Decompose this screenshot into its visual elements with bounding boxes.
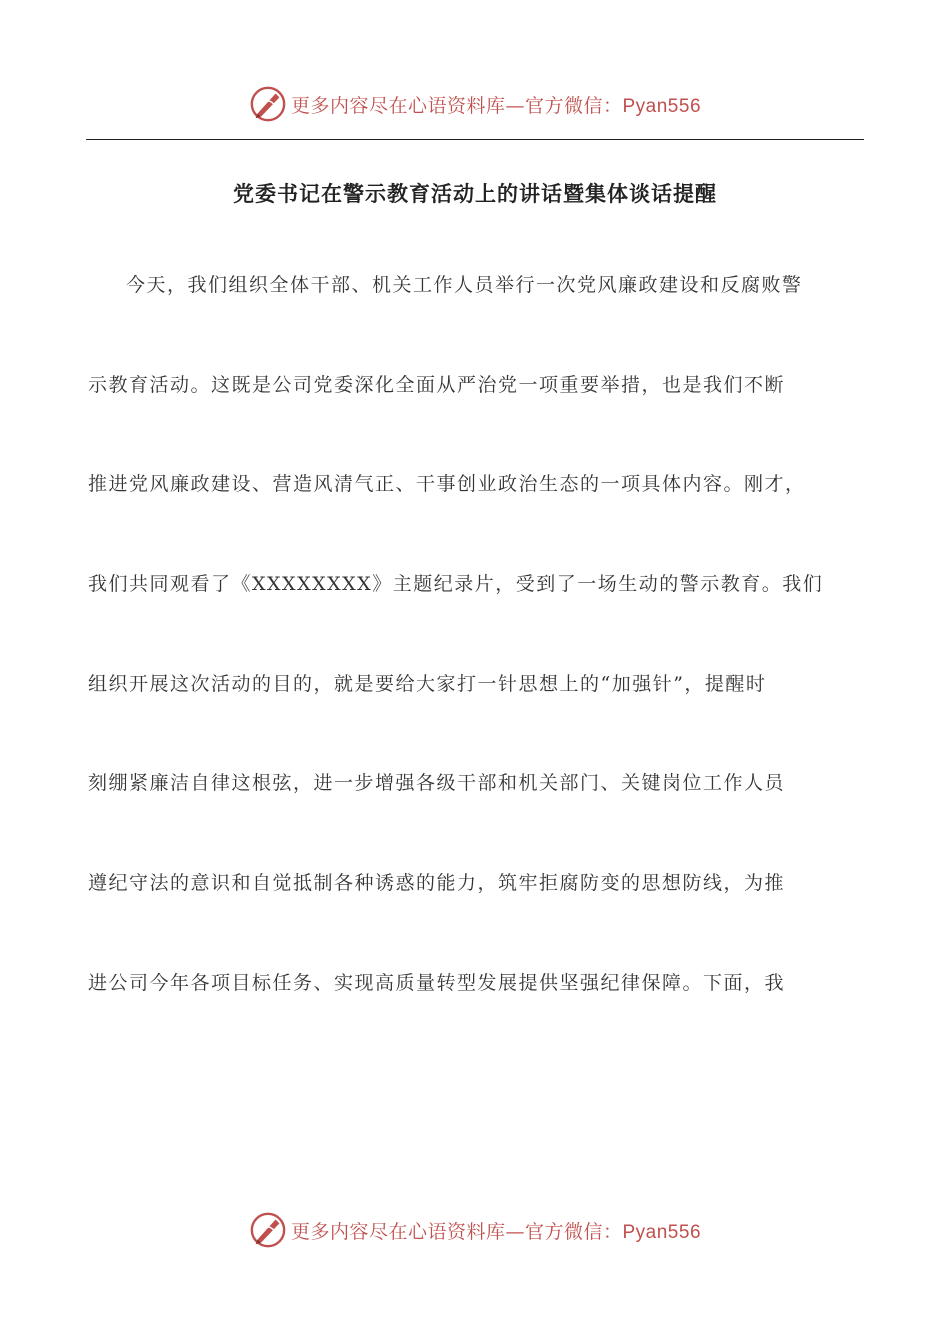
- body-line: 我们共同观看了《XXXXXXXX》主题纪录片，受到了一场生动的警示教育。我们: [88, 573, 824, 596]
- footer-wechat-id: Pyan556: [622, 1221, 702, 1243]
- header-divider: [86, 139, 864, 140]
- body-line: 组织开展这次活动的目的，就是要给大家打一针思想上的“加强针”，提醒时: [88, 672, 767, 695]
- body-line: 推进党风廉政建设、营造风清气正、干事创业政治生态的一项具体内容。刚才，: [88, 473, 806, 496]
- header-banner-text: 更多内容尽在心语资料库—官方微信：Pyan556: [290, 94, 702, 117]
- header-banner: [0, 80, 950, 128]
- pen-logo-icon: [249, 85, 287, 123]
- footer-banner-text: 更多内容尽在心语资料库—官方微信：Pyan556: [290, 1220, 702, 1243]
- body-line: 刻绷紧廉洁自律这根弦，进一步增强各级干部和机关部门、关键岗位工作人员: [88, 772, 786, 795]
- body-line: 遵纪守法的意识和自觉抵制各种诱惑的能力，筑牢拒腐防变的思想防线，为推: [88, 872, 786, 895]
- body-line: 今天，我们组织全体干部、机关工作人员举行一次党风廉政建设和反腐败警: [126, 274, 803, 296]
- body-line: 进公司今年各项目标任务、实现高质量转型发展提供坚强纪律保障。下面，我: [88, 971, 786, 994]
- document-body: [88, 260, 864, 1058]
- header-wechat-id: Pyan556: [622, 95, 702, 117]
- body-line: 示教育活动。这既是公司党委深化全面从严治党一项重要举措，也是我们不断: [88, 373, 786, 396]
- footer-banner: [0, 1206, 950, 1254]
- pen-logo-icon: [249, 1211, 287, 1249]
- document-title: 党委书记在警示教育活动上的讲话暨集体谈话提醒: [233, 182, 717, 206]
